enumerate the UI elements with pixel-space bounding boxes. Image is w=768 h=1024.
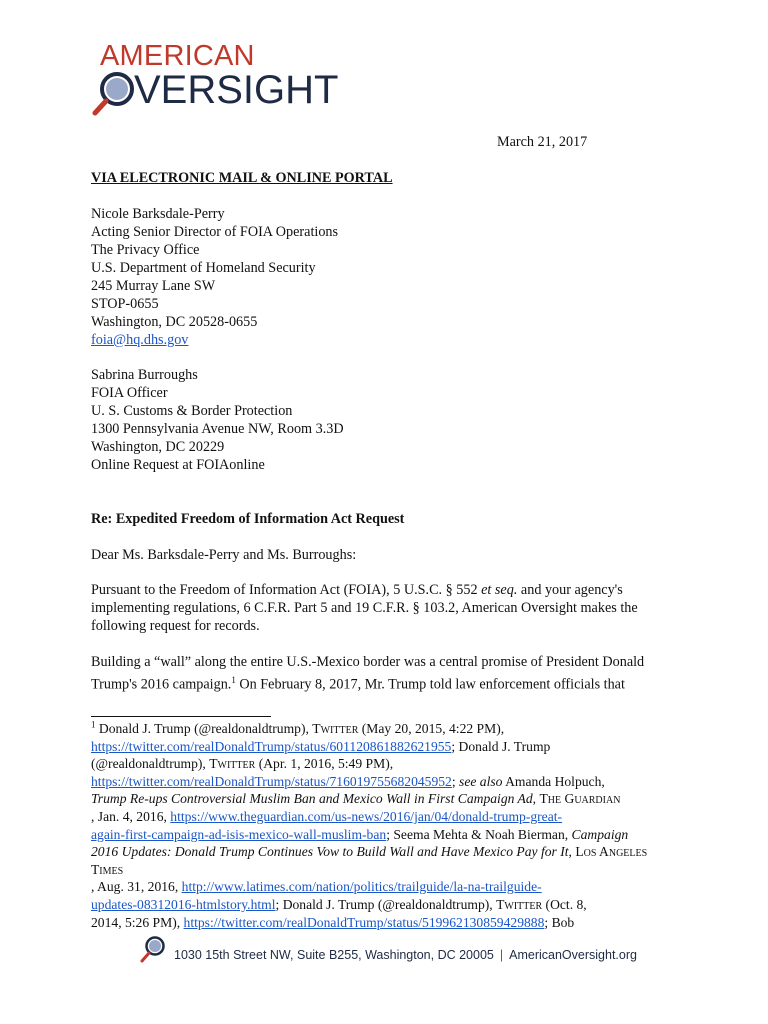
recipient-city: Washington, DC 20528-0655 bbox=[91, 314, 258, 330]
american-oversight-logo bbox=[92, 40, 352, 120]
paragraph-text: Pursuant to the Freedom of Information Act (FOIA), 5 U.S.C. § 552 bbox=[91, 582, 482, 598]
magnifier-icon bbox=[92, 70, 136, 116]
recipient-name: Nicole Barksdale-Perry bbox=[91, 206, 225, 222]
footnote-text: ; Seema Mehta & Noah Bierman, bbox=[386, 826, 572, 842]
footnote-text: ; Donald J. Trump (@realdonaldtrump), bbox=[275, 896, 497, 912]
recipient-street: 1300 Pennsylvania Avenue NW, Room 3.3D bbox=[91, 421, 344, 437]
footnote-separator bbox=[91, 716, 271, 717]
recipient-street: 245 Murray Lane SW bbox=[91, 278, 216, 294]
recipient-title: Acting Senior Director of FOIA Operations bbox=[91, 224, 339, 240]
footnote-text: , bbox=[532, 791, 540, 807]
magnifier-icon bbox=[140, 935, 166, 963]
recipient-city: Washington, DC 20229 bbox=[91, 439, 225, 455]
recipient-email-link[interactable]: foia@hq.dhs.gov bbox=[91, 332, 189, 348]
footnote-text: , bbox=[568, 844, 576, 860]
footnote-source: Twitter bbox=[209, 756, 256, 772]
footnote-reference[interactable]: 1 bbox=[231, 675, 236, 685]
footnote-article-title: Campaign bbox=[571, 826, 629, 842]
subject-line: Re: Expedited Freedom of Information Act Request bbox=[91, 511, 405, 527]
recipient-address-1 bbox=[91, 205, 338, 349]
footnote-text: (May 20, 2015, 4:22 PM), bbox=[358, 721, 505, 736]
footnote-text: ; Bob bbox=[544, 914, 575, 930]
footnote-1 bbox=[91, 720, 681, 931]
footnote-number: 1 bbox=[91, 719, 96, 730]
footnote-article-title: Trump Re-ups Controversial Muslim Ban and Mexico Wall in First Campaign Ad bbox=[91, 791, 533, 807]
footnote-text: , Aug. 31, 2016, bbox=[91, 879, 182, 895]
recipient-agency: U.S. Department of Homeland Security bbox=[91, 260, 316, 276]
recipient-office: The Privacy Office bbox=[91, 242, 200, 258]
footnote-source: Twitter bbox=[312, 721, 359, 736]
page-footer bbox=[140, 930, 660, 970]
footnote-source: Los Angeles Times bbox=[91, 844, 648, 877]
footnote-text: (Oct. 8, bbox=[542, 896, 587, 912]
footer-address: 1030 15th Street NW, Suite B255, Washington, DC 20005 bbox=[174, 948, 494, 962]
footnote-text: 2014, 5:26 PM), bbox=[91, 914, 184, 930]
salutation: Dear Ms. Barksdale-Perry and Ms. Burroughs: bbox=[91, 547, 357, 563]
footnote-text: ; bbox=[451, 773, 460, 789]
footnote-link[interactable]: https://twitter.com/realDonaldTrump/status/716019755682045952 bbox=[91, 773, 452, 789]
logo-line-american: AMERICAN bbox=[100, 40, 255, 72]
footnote-text: Donald J. Trump (@realdonaldtrump), bbox=[95, 721, 313, 736]
recipient-note: Online Request at FOIAonline bbox=[91, 457, 265, 473]
footnote-text: (Apr. 1, 2016, 5:49 PM), bbox=[255, 756, 394, 772]
body-paragraph-2 bbox=[91, 653, 681, 694]
body-paragraph-1 bbox=[91, 581, 681, 635]
recipient-title: FOIA Officer bbox=[91, 385, 168, 401]
footer-contact bbox=[174, 948, 637, 962]
footnote-link[interactable]: https://www.theguardian.com/us-news/2016/jan/04/donald-trump-great- bbox=[170, 808, 563, 824]
paragraph-italic: et seq. bbox=[481, 582, 518, 598]
recipient-address-2 bbox=[91, 366, 344, 474]
delivery-method: VIA ELECTRONIC MAIL & ONLINE PORTAL bbox=[91, 170, 393, 186]
recipient-stop: STOP-0655 bbox=[91, 296, 159, 312]
footnote-text: Amanda Holpuch, bbox=[502, 773, 605, 789]
footnote-text: ; Donald J. Trump bbox=[451, 738, 551, 754]
footnote-link[interactable]: https://twitter.com/realDonaldTrump/status/519962130859429888 bbox=[183, 914, 545, 930]
logo-line-oversight: VERSIGHT bbox=[134, 68, 339, 112]
footnote-link[interactable]: again-first-campaign-ad-isis-mexico-wall-muslim-ban bbox=[91, 826, 387, 842]
footnote-article-title: 2016 Updates: Donald Trump Continues Vow to Build Wall and Have Mexico Pay for It bbox=[91, 844, 569, 860]
footnote-source: The Guardian bbox=[539, 791, 621, 807]
footer-separator: | bbox=[499, 948, 504, 962]
recipient-name: Sabrina Burroughs bbox=[91, 367, 198, 383]
paragraph-text: Building a “wall” along the entire U.S.-Mexico border was a central promise of President Donald Trump's 2016 campaign. bbox=[91, 654, 645, 693]
footer-website-link[interactable]: AmericanOversight.org bbox=[509, 948, 637, 962]
footnote-link[interactable]: http://www.latimes.com/nation/politics/trailguide/la-na-trailguide- bbox=[181, 879, 542, 895]
footnote-link[interactable]: https://twitter.com/realDonaldTrump/status/601120861882621955 bbox=[91, 738, 452, 754]
footnote-signal: see also bbox=[459, 773, 503, 789]
footnote-source: Twitter bbox=[496, 896, 543, 912]
footnote-text: (@realdonaldtrump), bbox=[91, 756, 210, 772]
footnote-text: , Jan. 4, 2016, bbox=[91, 808, 171, 824]
letter-date: March 21, 2017 bbox=[497, 134, 588, 150]
recipient-agency: U. S. Customs & Border Protection bbox=[91, 403, 293, 419]
paragraph-text: and your agency's implementing regulations, 6 C.F.R. Part 5 and 19 C.F.R. § 103.2, American Oversight makes the following request for records. bbox=[91, 582, 638, 634]
paragraph-text: On February 8, 2017, Mr. Trump told law enforcement officials that bbox=[235, 676, 625, 693]
footnote-link[interactable]: updates-08312016-htmlstory.html bbox=[91, 896, 276, 912]
